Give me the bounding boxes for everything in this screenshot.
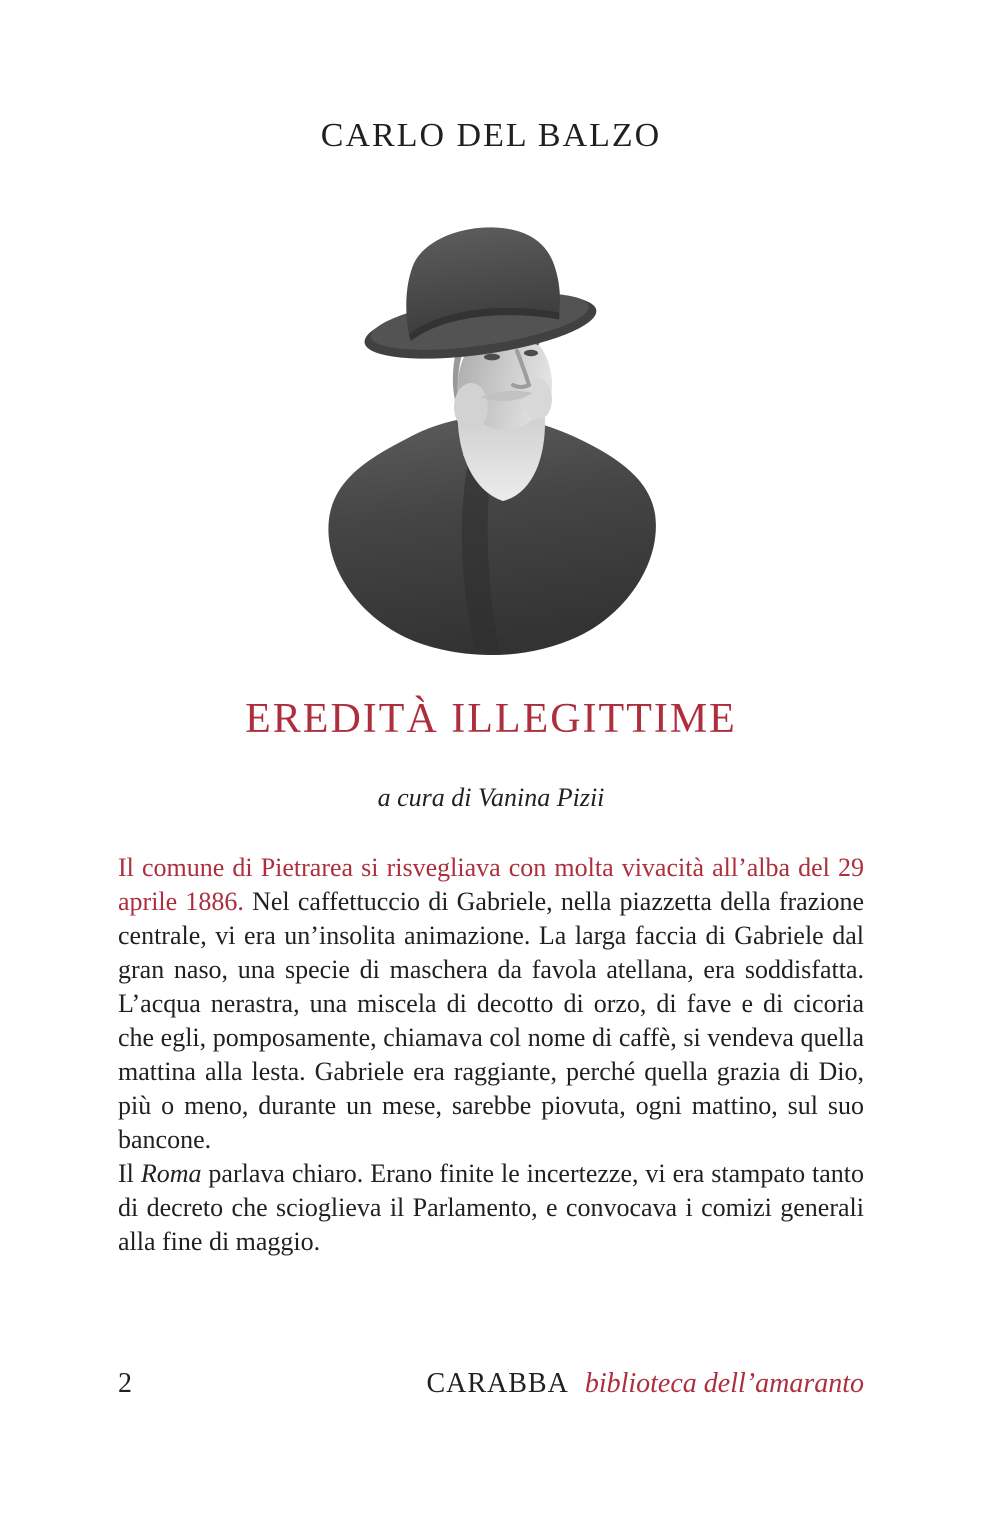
paragraph-2-journal-name: Roma [140, 1159, 202, 1188]
right-eye-shape [524, 350, 538, 356]
paragraph-1-rest: Nel caffettuccio di Gabriele, nella piazzetta della frazione centrale, vi era un’insolita animazione. La larga faccia di Gabriele dal gran naso, una specie di maschera da favola atellana, era soddisfatta. L’acqua nerastra, una miscela di decotto di orzo, di fave e di cicoria che egli, pomposamente, chiamava col nome di caffè, si vendeva quella mattina alla lesta. Gabriele era raggiante, perché quella grazia di Dio, più o meno, durante un mese, sarebbe piovuta, ogni mattino, sul suo bancone. [118, 887, 865, 1154]
curator-line: a cura di Vanina Pizii [377, 783, 605, 812]
page-number: 2 [118, 1368, 132, 1399]
body-text [118, 851, 864, 1259]
portrait-illustration [325, 227, 660, 655]
series-name: biblioteca dell’amaranto [584, 1368, 864, 1399]
paragraph-2-rest: parlava chiaro. Erano finite le incertezze, vi era stampato tanto di decreto che scioglieva il Parlamento, e convocava i comizi generali alla fine di maggio. [118, 1159, 865, 1256]
hat-shape [351, 227, 600, 370]
publisher-name: CARABBA [426, 1368, 569, 1399]
book-title: EREDITÀ ILLEGITTIME [245, 696, 737, 742]
paragraph-1-red-lead: Il comune di Pietrarea si risvegliava con molta vivacità all’alba del 29 aprile 1886. [118, 853, 864, 916]
paragraph-1 [118, 851, 864, 1157]
paragraph-2 [118, 1157, 864, 1259]
portrait-photo [325, 227, 660, 655]
left-eye-shape [484, 354, 500, 361]
author-name: CARLO DEL BALZO [320, 117, 662, 154]
beard-cheek-left [454, 383, 488, 431]
footer-imprint [426, 1367, 864, 1401]
paragraph-2-lead: Il [118, 1159, 141, 1188]
